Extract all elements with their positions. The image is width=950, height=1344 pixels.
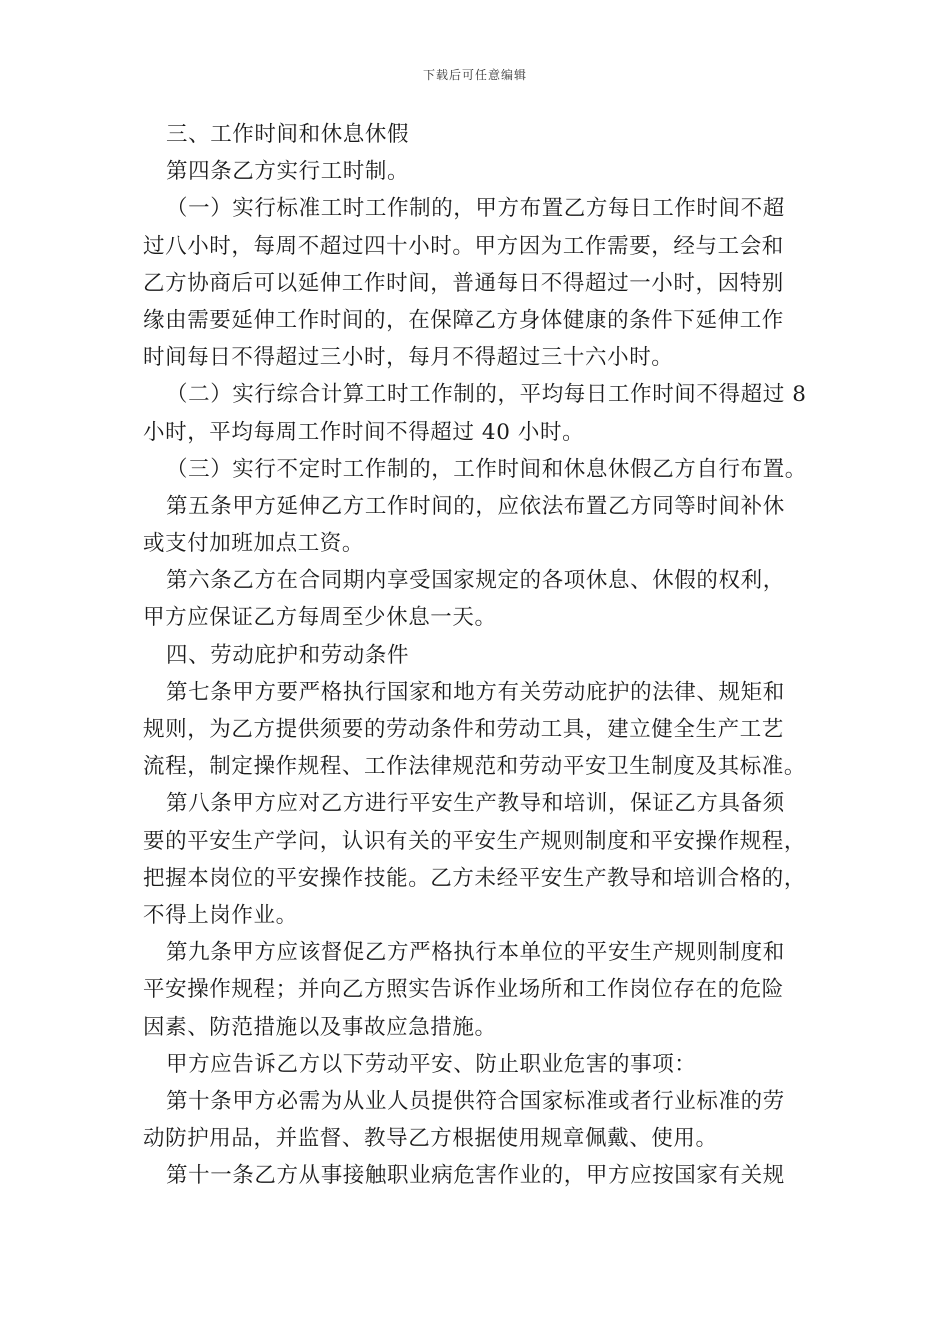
text-line: 第四条乙方实行工时制。 (166, 159, 410, 185)
document-body (143, 116, 813, 1194)
text-line: 小时，平均每周工作时间不得超过 40 小时。 (143, 419, 585, 445)
text-line: 第八条甲方应对乙方进行平安生产教导和培训，保证乙方具备须 (166, 791, 785, 817)
page-header: 下载后可任意编辑 (422, 68, 527, 82)
text-line: 三、工作时间和休息休假 (166, 122, 410, 147)
text-line: 把握本岗位的平安操作技能。乙方未经平安生产教导和培训合格的， (143, 865, 807, 891)
text-line: （三）实行不定时工作制的，工作时间和休息休假乙方自行布置。 (166, 456, 807, 482)
text-line: 过八小时，每周不超过四十小时。甲方因为工作需要，经与工会和 (143, 233, 784, 259)
text-line: （二）实行综合计算工时工作制的，平均每日工作时间不得超过 8 (166, 382, 807, 408)
text-line: 要的平安生产学问，认识有关的平安生产规则制度和平安操作规程， (143, 828, 807, 854)
text-line: 第六条乙方在合同期内享受国家规定的各项休息、休假的权利， (166, 568, 785, 594)
text-line: （一）实行标准工时工作制的，甲方布置乙方每日工作时间不超 (166, 196, 785, 222)
text-line: 第五条甲方延伸乙方工作时间的，应依法布置乙方同等时间补休 (166, 493, 785, 519)
text-line: 时间每日不得超过三小时，每月不得超过三十六小时。 (143, 345, 674, 371)
text-line: 四、劳动庇护和劳动条件 (166, 642, 410, 668)
text-line: 第十条甲方必需为从业人员提供符合国家标准或者行业标准的劳 (166, 1088, 785, 1114)
text-line: 平安操作规程；并向乙方照实告诉作业场所和工作岗位存在的危险 (143, 977, 784, 1003)
text-line: 不得上岗作业。 (143, 902, 298, 928)
text-line: 规则，为乙方提供须要的劳动条件和劳动工具，建立健全生产工艺 (143, 717, 784, 742)
text-line: 第九条甲方应该督促乙方严格执行本单位的平安生产规则制度和 (166, 940, 785, 966)
text-line: 甲方应保证乙方每周至少休息一天。 (143, 605, 497, 631)
text-line: 乙方协商后可以延伸工作时间，普通每日不得超过一小时，因特别 (143, 270, 784, 296)
text-line: 第十一条乙方从事接触职业病危害作业的，甲方应按国家有关规 (166, 1163, 785, 1189)
text-line: 甲方应告诉乙方以下劳动平安、防止职业危害的事项： (166, 1051, 697, 1077)
text-line: 或支付加班加点工资。 (143, 531, 365, 557)
text-line: 第七条甲方要严格执行国家和地方有关劳动庇护的法律、规矩和 (166, 679, 785, 705)
text-line: 流程，制定操作规程、工作法律规范和劳动平安卫生制度及其标准。 (143, 754, 807, 780)
text-line: 动防护用品，并监督、教导乙方根据使用规章佩戴、使用。 (143, 1126, 718, 1152)
text-line: 因素、防范措施以及事故应急措施。 (143, 1014, 497, 1040)
text-line: 缘由需要延伸工作时间的，在保障乙方身体健康的条件下延伸工作 (143, 307, 784, 333)
